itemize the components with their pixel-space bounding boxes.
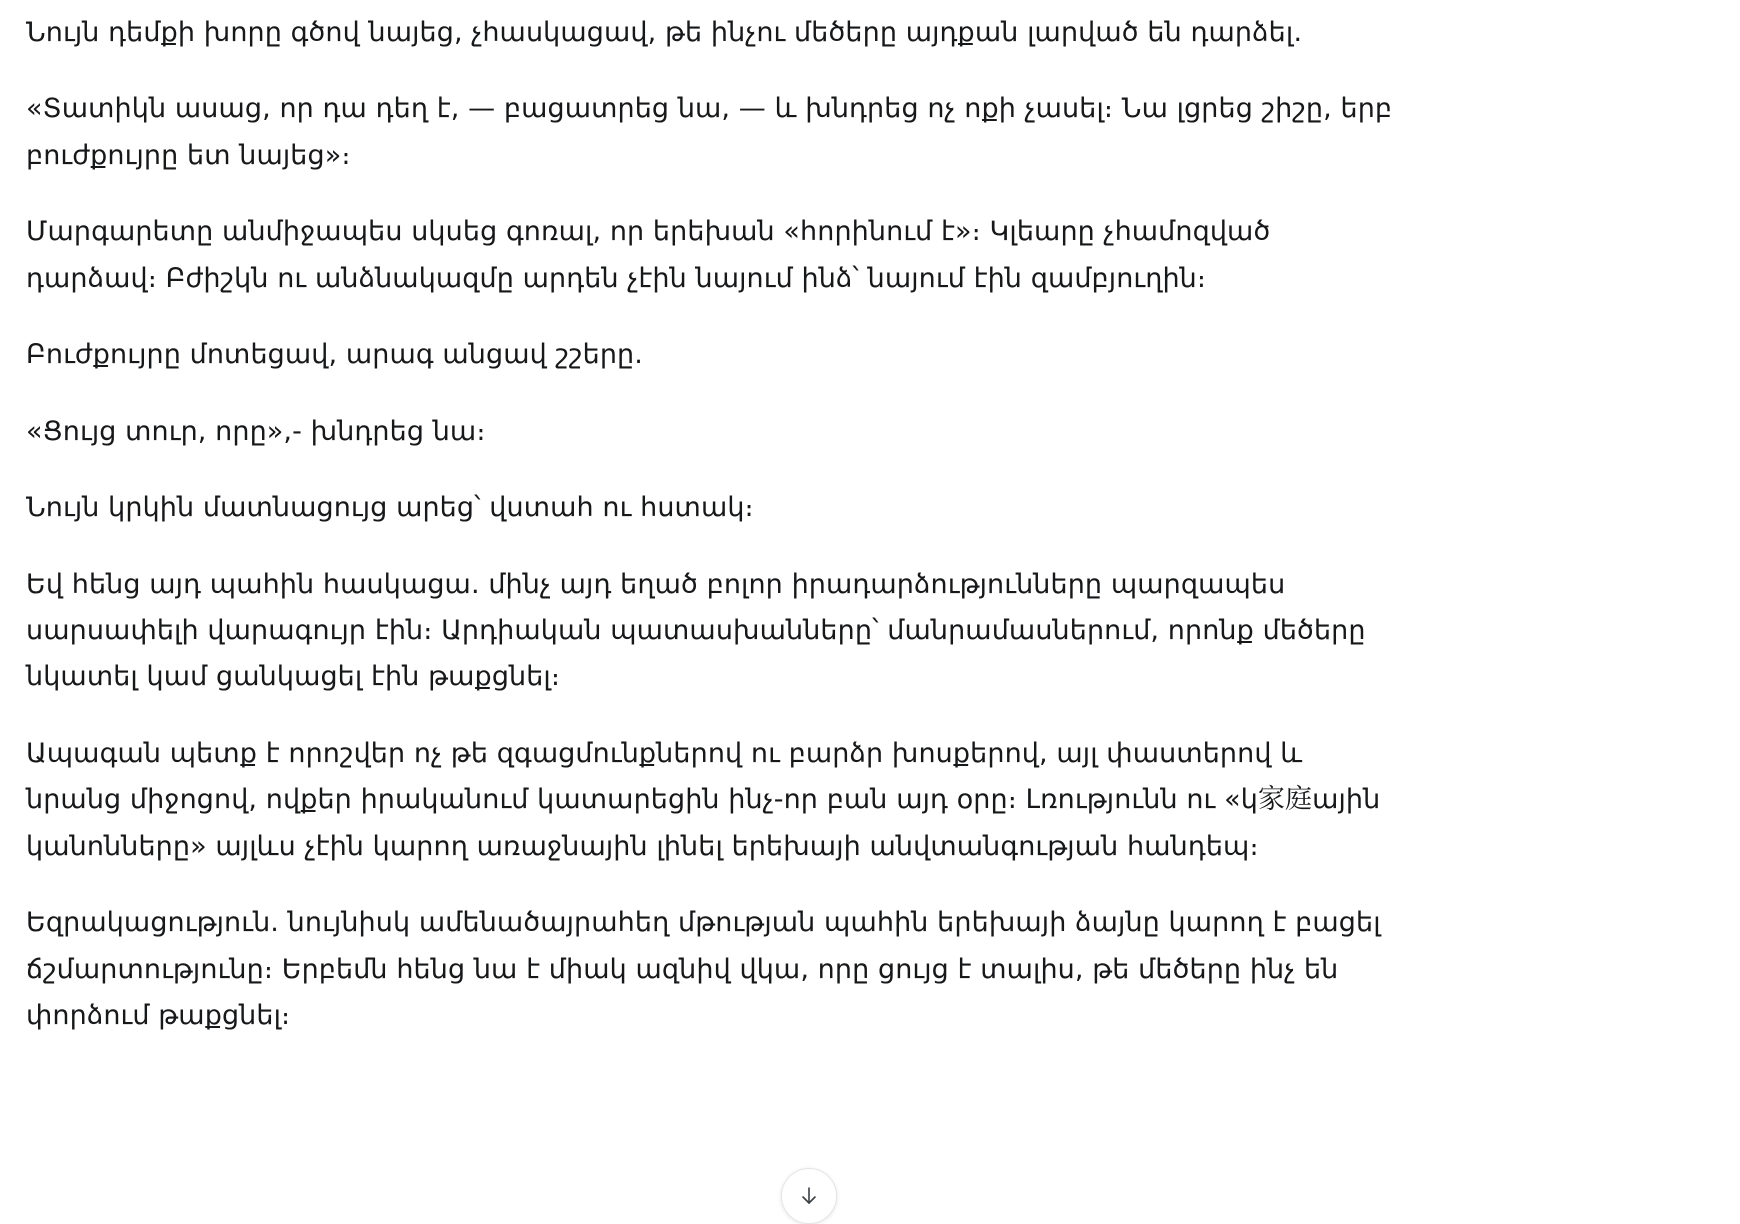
paragraph: Եվ հենց այդ պահին հասկացա. մինչ այդ եղած բոլոր իրադարձությունները պարզապես սարսափելի վարագույր էին։ Արդիական պատասխանները՝ մանրամասներում, որոնք մեծերը նկատել կամ ցանկացել էին թաքցնել։ (26, 568, 1366, 693)
paragraph: «Տատիկն ասաց, որ դա դեղ է, — բացատրեց նա, — և խնդրեց ոչ ոքի չասել։ Նա լցրեց շիշը, երբ բուժքույրը ետ նայեց»։ (26, 93, 1393, 171)
right-margin (1396, 0, 1740, 1224)
paragraph: Նույն դեմքի խորը գծով նայեց, չհասկացավ, թե ինչու մեծերը այդքան լարված են դարձել․ (26, 17, 1303, 48)
scroll-down-arrow-icon (797, 1184, 821, 1208)
paragraph: Եզրակացություն. նույնիսկ ամենածայրահեղ մթության պահին երեխայի ձայնը կարող է բացել ճշմարտությունը։ Երբեմն հենց նա է միակ ազնիվ վկա, որը ցույց է տալիս, թե մեծերը ինչ են փորձում թաքցնել։ (26, 907, 1381, 1031)
paragraph: Բուժքույրը մոտեցավ, արագ անցավ շշերը. (26, 339, 643, 371)
paragraph: «Ցույց տուր, որը»,- խնդրեց նա։ (26, 415, 486, 447)
paragraph: Մարգարետը անմիջապես սկսեց գոռալ, որ երեխան «հորինում է»։ Կլեարը չհամոզված դարձավ։ Բժիշկն ու անձնակազմը արդեն չէին նայում ինձ՝ նայում էին զամբյուղին։ (26, 216, 1271, 294)
paragraph: Ապագան պետք է որոշվեր ոչ թե զգացմունքներով ու բարձր խոսքերով, այլ փաստերով և նրանց միջոցով, ովքեր իրականում կատարեցին ինչ-որ բան այդ օրը։ Լռությունն ու «կ家庭ային կանոնները» այլևս չէին կարող առաջնային լինել երեխայի անվտանգության հանդեպ։ (26, 737, 1381, 862)
paragraph: Նույն կրկին մատնացույց արեց՝ վստահ ու հստակ։ (26, 492, 754, 524)
scroll-down-button[interactable] (781, 1168, 837, 1224)
